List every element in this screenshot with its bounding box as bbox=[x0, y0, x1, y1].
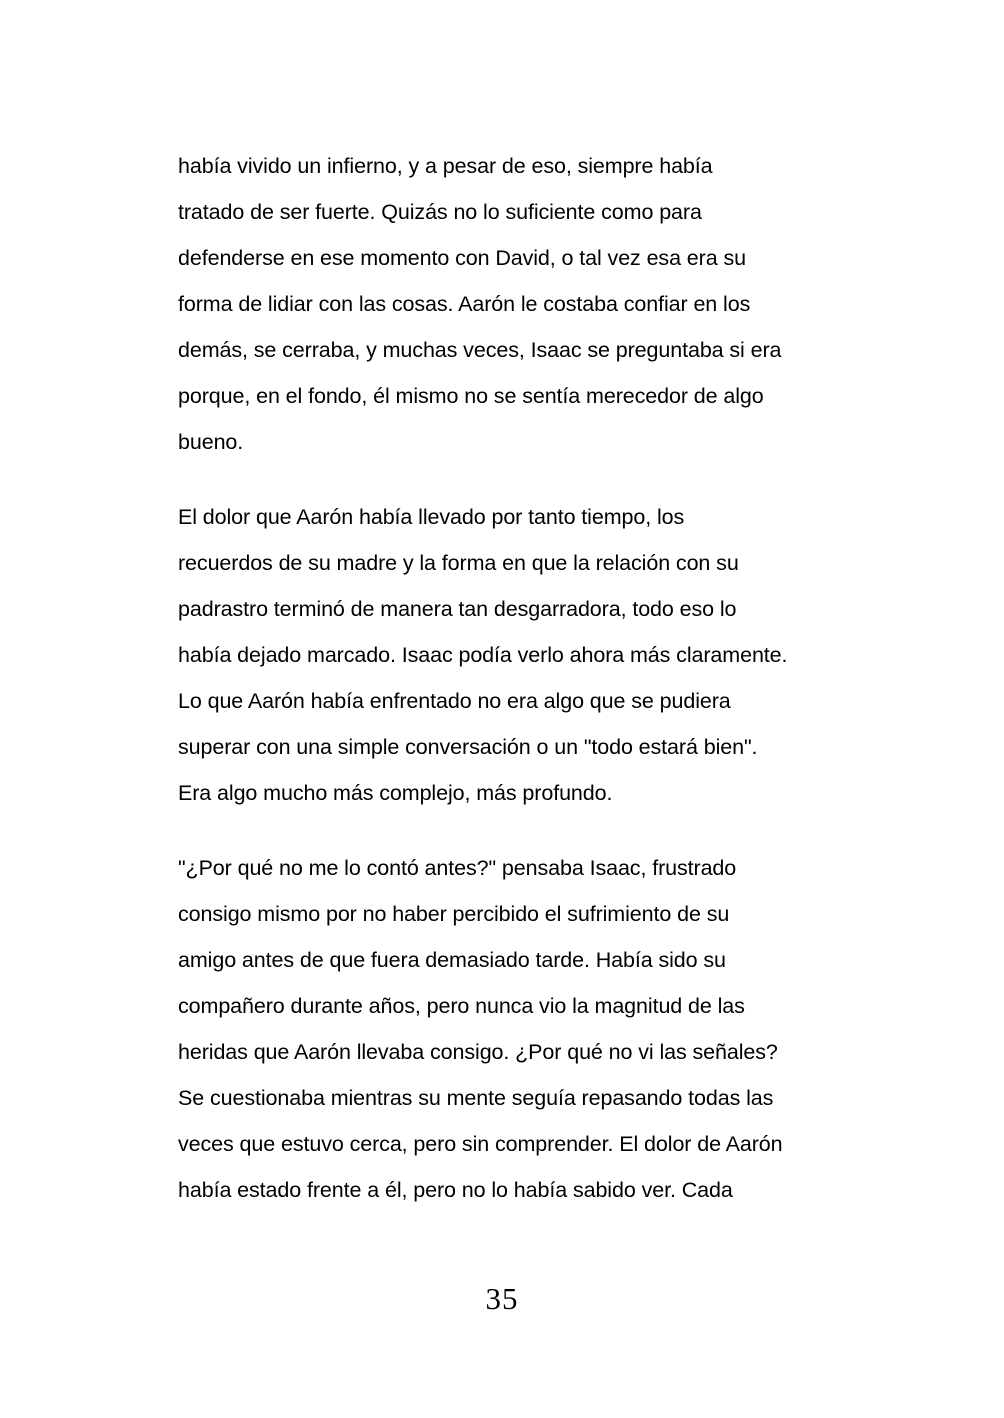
page-number: 35 bbox=[485, 1281, 519, 1316]
page-body bbox=[178, 143, 878, 1242]
text-line: bueno. bbox=[178, 430, 244, 454]
text-line: había vivido un infierno, y a pesar de eso, siempre había bbox=[178, 154, 713, 178]
text-line: "¿Por qué no me lo contó antes?" pensaba Isaac, frustrado bbox=[178, 856, 737, 880]
text-line: porque, en el fondo, él mismo no se sentía merecedor de algo bbox=[178, 384, 764, 408]
text-line: superar con una simple conversación o un "todo estará bien". bbox=[178, 735, 758, 759]
text-line: recuerdos de su madre y la forma en que la relación con su bbox=[178, 551, 739, 575]
text-line: consigo mismo por no haber percibido el sufrimiento de su bbox=[178, 902, 730, 926]
text-line: tratado de ser fuerte. Quizás no lo suficiente como para bbox=[178, 200, 702, 224]
text-line: padrastro terminó de manera tan desgarradora, todo eso lo bbox=[178, 597, 737, 621]
text-line: había dejado marcado. Isaac podía verlo ahora más claramente. bbox=[178, 643, 788, 667]
text-line: había estado frente a él, pero no lo había sabido ver. Cada bbox=[178, 1178, 733, 1202]
text-line: Se cuestionaba mientras su mente seguía repasando todas las bbox=[178, 1086, 774, 1110]
text-line: veces que estuvo cerca, pero sin comprender. El dolor de Aarón bbox=[178, 1132, 783, 1156]
text-line: compañero durante años, pero nunca vio la magnitud de las bbox=[178, 994, 745, 1018]
text-line: demás, se cerraba, y muchas veces, Isaac se preguntaba si era bbox=[178, 338, 782, 362]
text-line: defenderse en ese momento con David, o tal vez esa era su bbox=[178, 246, 746, 270]
text-line: forma de lidiar con las cosas. Aarón le costaba confiar en los bbox=[178, 292, 751, 316]
text-line: Era algo mucho más complejo, más profundo. bbox=[178, 781, 613, 805]
paragraph-1 bbox=[178, 143, 878, 465]
text-line: heridas que Aarón llevaba consigo. ¿Por qué no vi las señales? bbox=[178, 1040, 778, 1064]
text-line: El dolor que Aarón había llevado por tanto tiempo, los bbox=[178, 505, 685, 529]
text-line: amigo antes de que fuera demasiado tarde. Había sido su bbox=[178, 948, 726, 972]
paragraph-2 bbox=[178, 494, 878, 816]
text-line: Lo que Aarón había enfrentado no era algo que se pudiera bbox=[178, 689, 731, 713]
paragraph-3 bbox=[178, 845, 878, 1213]
